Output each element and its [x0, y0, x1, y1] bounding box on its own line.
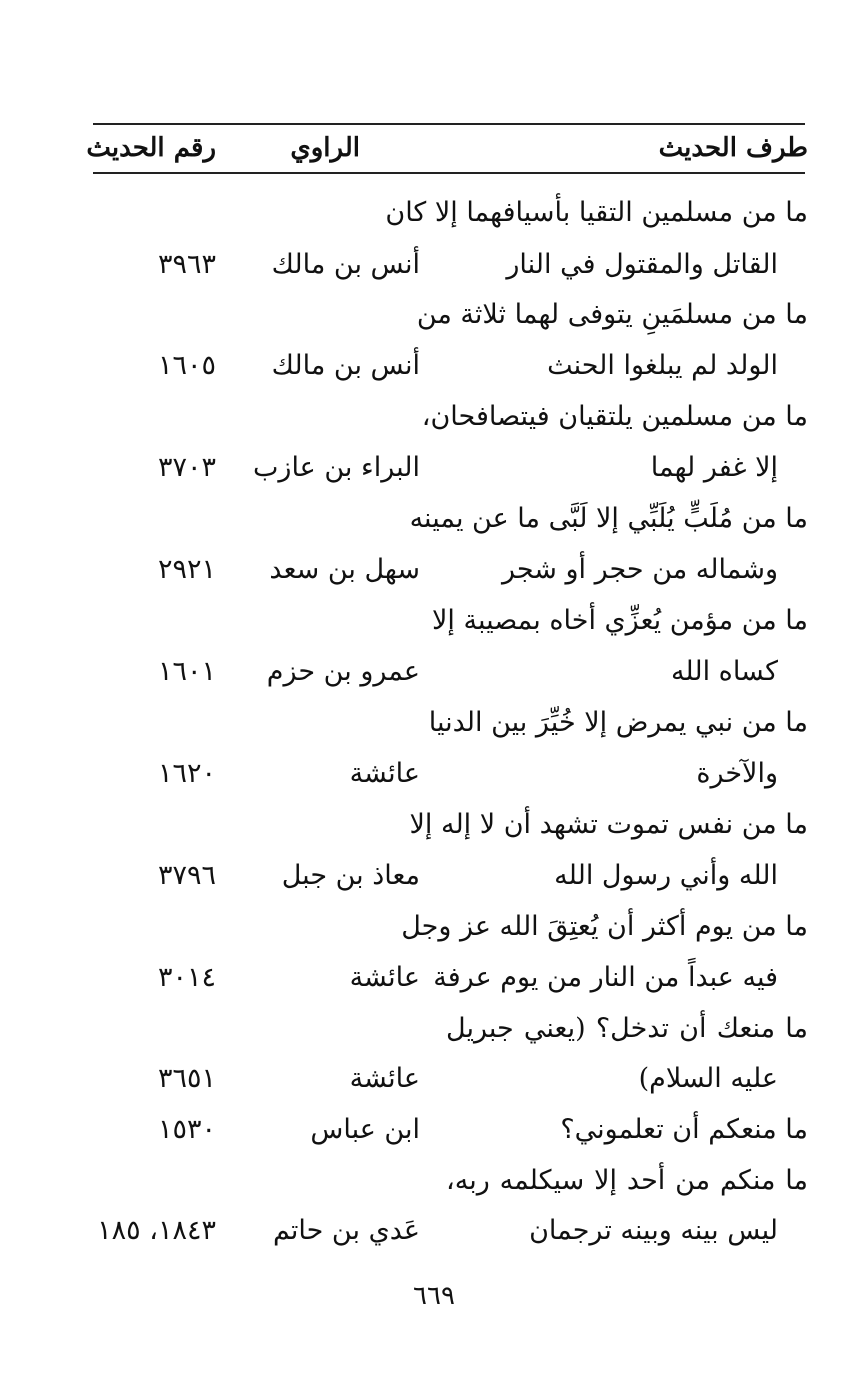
narrator-cell: سهل بن سعد — [269, 554, 420, 585]
hadith-line: الولد لم يبلغوا الحنث — [547, 350, 778, 381]
hadith-line: إلا غفر لهما — [650, 452, 778, 483]
narrator-cell: عَدي بن حاتم — [272, 1215, 420, 1246]
narrator-cell: أنس بن مالك — [271, 249, 420, 280]
hadith-line: ما من مُلَبٍّ يُلَبِّي إلا لَبَّى ما عن يمينه — [409, 503, 808, 534]
header-bottom-rule — [93, 172, 805, 174]
number-cell: ١٥٣٠ — [157, 1114, 216, 1145]
narrator-cell: عمرو بن حزم — [266, 656, 420, 687]
number-cell: ١٦٠٥ — [157, 350, 216, 381]
hadith-line: كساه الله — [670, 656, 778, 687]
hadith-line: فيه عبداً من النار من يوم عرفة — [433, 962, 778, 993]
hadith-line: القاتل والمقتول في النار — [506, 249, 778, 280]
number-cell: ١٨٤٣، ١٨٥ — [97, 1215, 216, 1246]
number-cell: ٣٧٩٦ — [157, 860, 216, 891]
hadith-line: ما منكم من أحد إلا سيكلمه ربه، — [446, 1165, 808, 1196]
number-cell: ١٦٢٠ — [157, 758, 216, 789]
narrator-cell: عائشة — [349, 1063, 420, 1094]
hadith-line: ما من مؤمن يُعزِّي أخاه بمصيبة إلا — [432, 605, 808, 636]
number-cell: ٣٠١٤ — [157, 962, 216, 993]
hadith-line: ما من يوم أكثر أن يُعتِقَ الله عز وجل — [401, 911, 808, 942]
hadith-line: ما من نبي يمرض إلا خُيِّرَ بين الدنيا — [428, 707, 808, 738]
page-number: ٦٦٩ — [413, 1281, 455, 1311]
narrator-cell: البراء بن عازب — [253, 452, 420, 483]
hadith-line: ما منعكم أن تعلموني؟ — [560, 1114, 808, 1145]
header-top-rule — [93, 123, 805, 125]
hadith-line: ما من مسلمَينِ يتوفى لهما ثلاثة من — [416, 299, 808, 330]
hadith-line: ما من مسلمين التقيا بأسيافهما إلا كان — [385, 197, 808, 228]
hadith-line: ما من مسلمين يلتقيان فيتصافحان، — [421, 401, 808, 432]
narrator-cell: ابن عباس — [310, 1114, 420, 1145]
narrator-cell: عائشة — [349, 962, 420, 993]
header-hadith-title: طرف الحديث — [658, 133, 808, 163]
header-narrator-title: الراوي — [290, 133, 360, 163]
number-cell: ٣٩٦٣ — [157, 249, 216, 280]
number-cell: ٣٧٠٣ — [157, 452, 216, 483]
number-cell: ٣٦٥١ — [157, 1063, 216, 1094]
hadith-line: ليس بينه وبينه ترجمان — [529, 1215, 778, 1246]
narrator-cell: أنس بن مالك — [271, 350, 420, 381]
hadith-line: والآخرة — [696, 758, 778, 789]
narrator-cell: معاذ بن جبل — [281, 860, 420, 891]
header-number-title: رقم الحديث — [86, 133, 216, 163]
narrator-cell: عائشة — [349, 758, 420, 789]
hadith-line: الله وأني رسول الله — [554, 860, 778, 891]
number-cell: ١٦٠١ — [157, 656, 216, 687]
hadith-line: ما من نفس تموت تشهد أن لا إله إلا — [409, 809, 808, 840]
hadith-line: ما منعك أن تدخل؟ (يعني جبريل — [446, 1013, 808, 1044]
hadith-line: عليه السلام) — [638, 1063, 778, 1094]
number-cell: ٢٩٢١ — [157, 554, 216, 585]
hadith-line: وشماله من حجر أو شجر — [501, 554, 778, 585]
